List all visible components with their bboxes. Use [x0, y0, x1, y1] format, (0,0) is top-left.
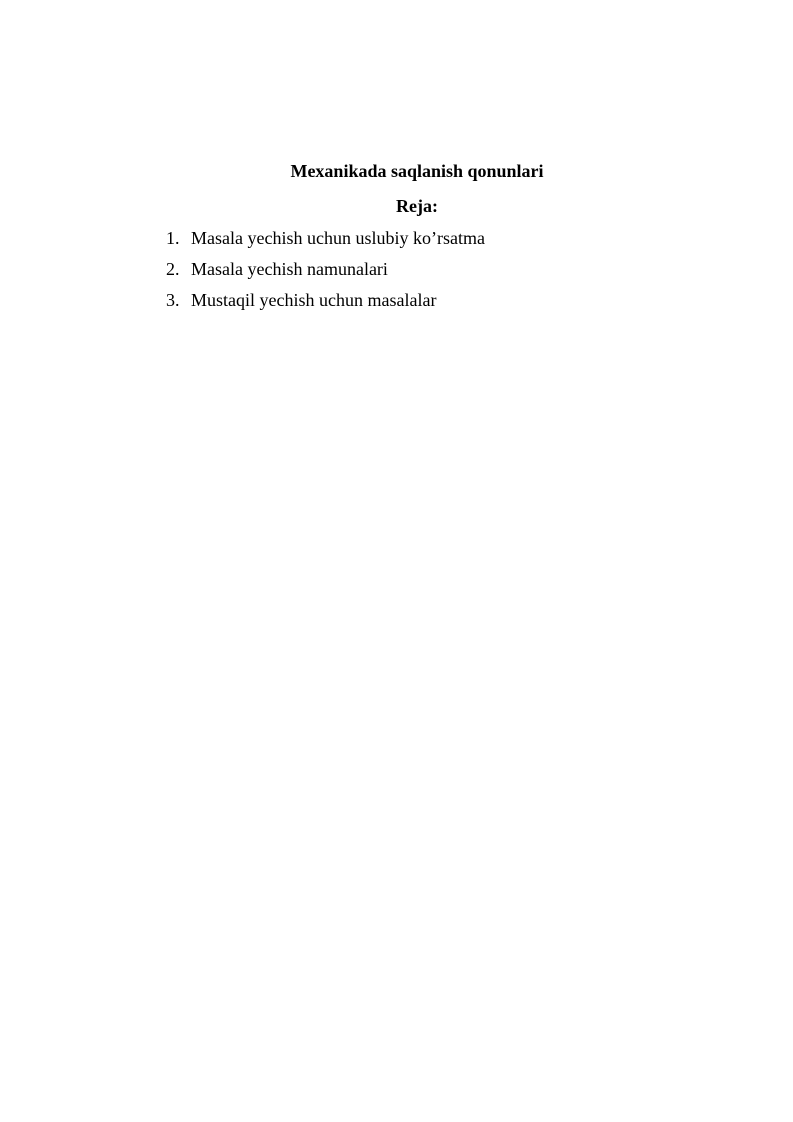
- plan-item-2: [166, 258, 485, 289]
- plan-item-number: 1.: [166, 228, 180, 248]
- plan-item-number: 3.: [166, 290, 180, 310]
- plan-item-number: 2.: [166, 259, 180, 279]
- plan-item-3: [166, 289, 485, 320]
- document-title: Mexanikada saqlanish qonunlari: [290, 161, 544, 181]
- plan-item-1: [166, 227, 485, 258]
- plan-item-text: Masala yechish namunalari: [191, 259, 388, 279]
- plan-item-text: Mustaqil yechish uchun masalalar: [191, 290, 437, 310]
- plan-item-text: Masala yechish uchun uslubiy ko’rsatma: [191, 228, 485, 248]
- plan-heading: Reja:: [396, 196, 438, 216]
- plan-list: [166, 227, 485, 320]
